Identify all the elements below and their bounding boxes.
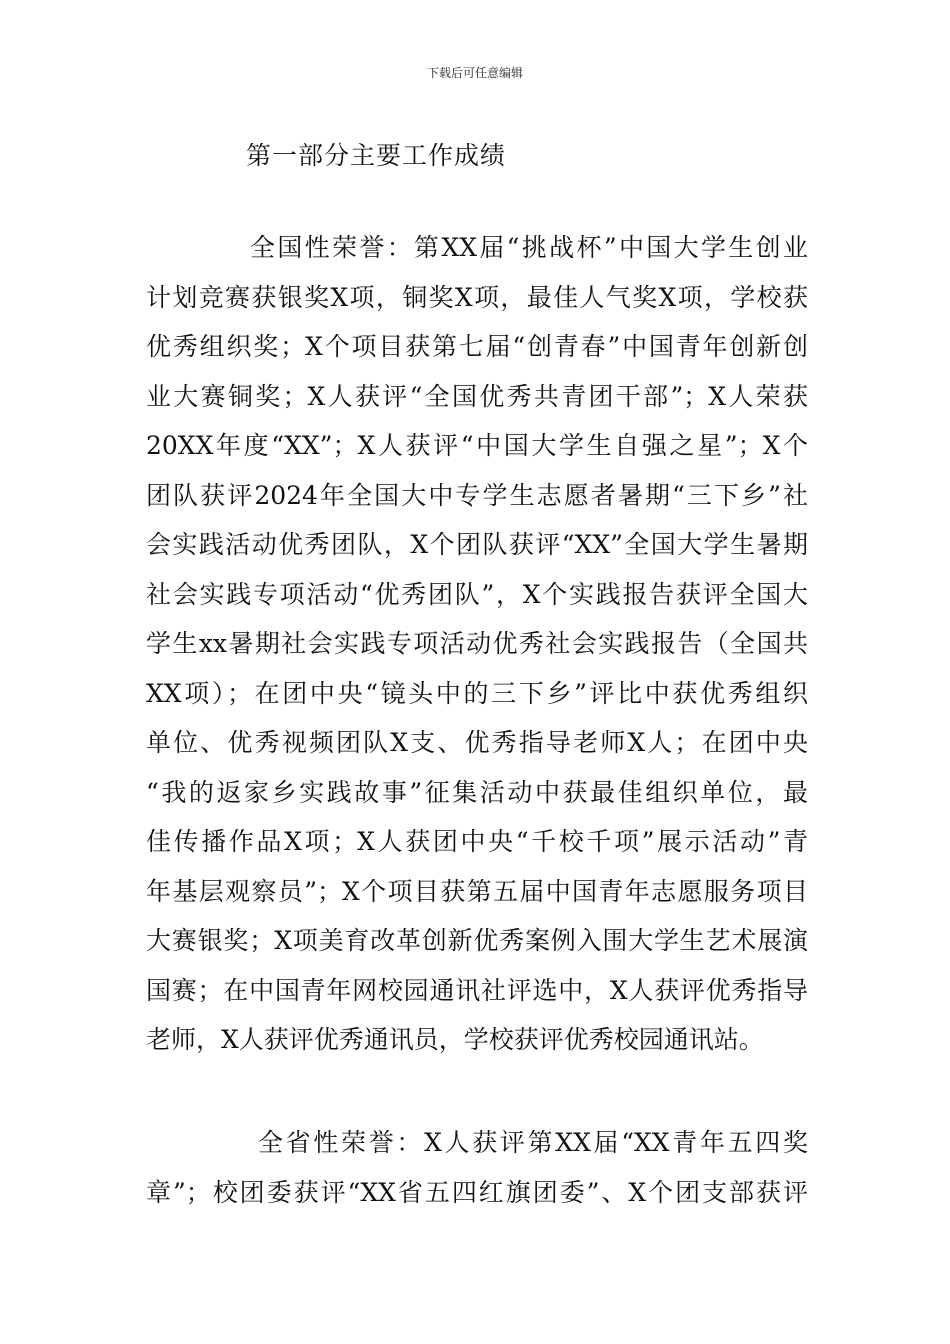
paragraph-line: 团队获评2024年全国大中专学生志愿者暑期“三下乡”社 [146,480,808,510]
paragraph-line: XX项）；在团中央“镜头中的三下乡”评比中获优秀组织 [146,678,808,708]
paragraph-line: 全省性荣誉：X人获评第XX届“XX青年五四奖 [258,1128,808,1157]
paragraph-line: 大赛银奖；X项美育改革创新优秀案例入围大学生艺术展演 [146,926,808,955]
paragraph-line: 业大赛铜奖；X人获评“全国优秀共青团干部”；X人荣获 [146,381,808,411]
paragraph-line: 计划竞赛获银奖X项，铜奖X项，最佳人气奖X项，学校获 [146,282,808,312]
paragraph-line: 会实践活动优秀团队，X个团队获评“XX”全国大学生暑期 [146,530,808,559]
paragraph-line: 年基层观察员”；X个项目获第五届中国青年志愿服务项目 [146,876,808,906]
header-note: 下载后可任意编辑 [426,66,523,80]
paragraph-line: 优秀组织奖；X个项目获第七届“创青春”中国青年创新创 [146,332,808,361]
paragraph-line: “我的返家乡实践故事”征集活动中获最佳组织单位，最 [146,777,808,807]
paragraph-line: 章”；校团委获评“XX省五四红旗团委”、X个团支部获评 [146,1177,808,1207]
paragraph-provincial-honors [146,1118,808,1217]
paragraph-line: 社会实践专项活动“优秀团队”，X个实践报告获评全国大 [146,579,808,609]
paragraph-line: 学生xx暑期社会实践专项活动优秀社会实践报告（全国共 [146,629,808,658]
paragraph-line: 全国性荣誉：第XX届“挑战杯”中国大学生创业 [250,233,808,262]
paragraph-line: 单位、优秀视频团队X支、优秀指导老师X人；在团中央 [146,728,808,757]
paragraph-line: 国赛；在中国青年网校园通讯社评选中，X人获评优秀指导 [146,975,808,1005]
paragraph-line: 佳传播作品X项；X人获团中央“千校千项”展示活动”青 [146,827,808,856]
paragraph-line: 老师，X人获评优秀通讯员，学校获评优秀校园通讯站。 [146,1025,764,1054]
paragraph-national-honors [146,223,808,1065]
section-title: 第一部分主要工作成绩 [246,141,507,170]
paragraph-line: 20XX年度“XX”；X人获评“中国大学生自强之星”；X个 [146,431,808,460]
